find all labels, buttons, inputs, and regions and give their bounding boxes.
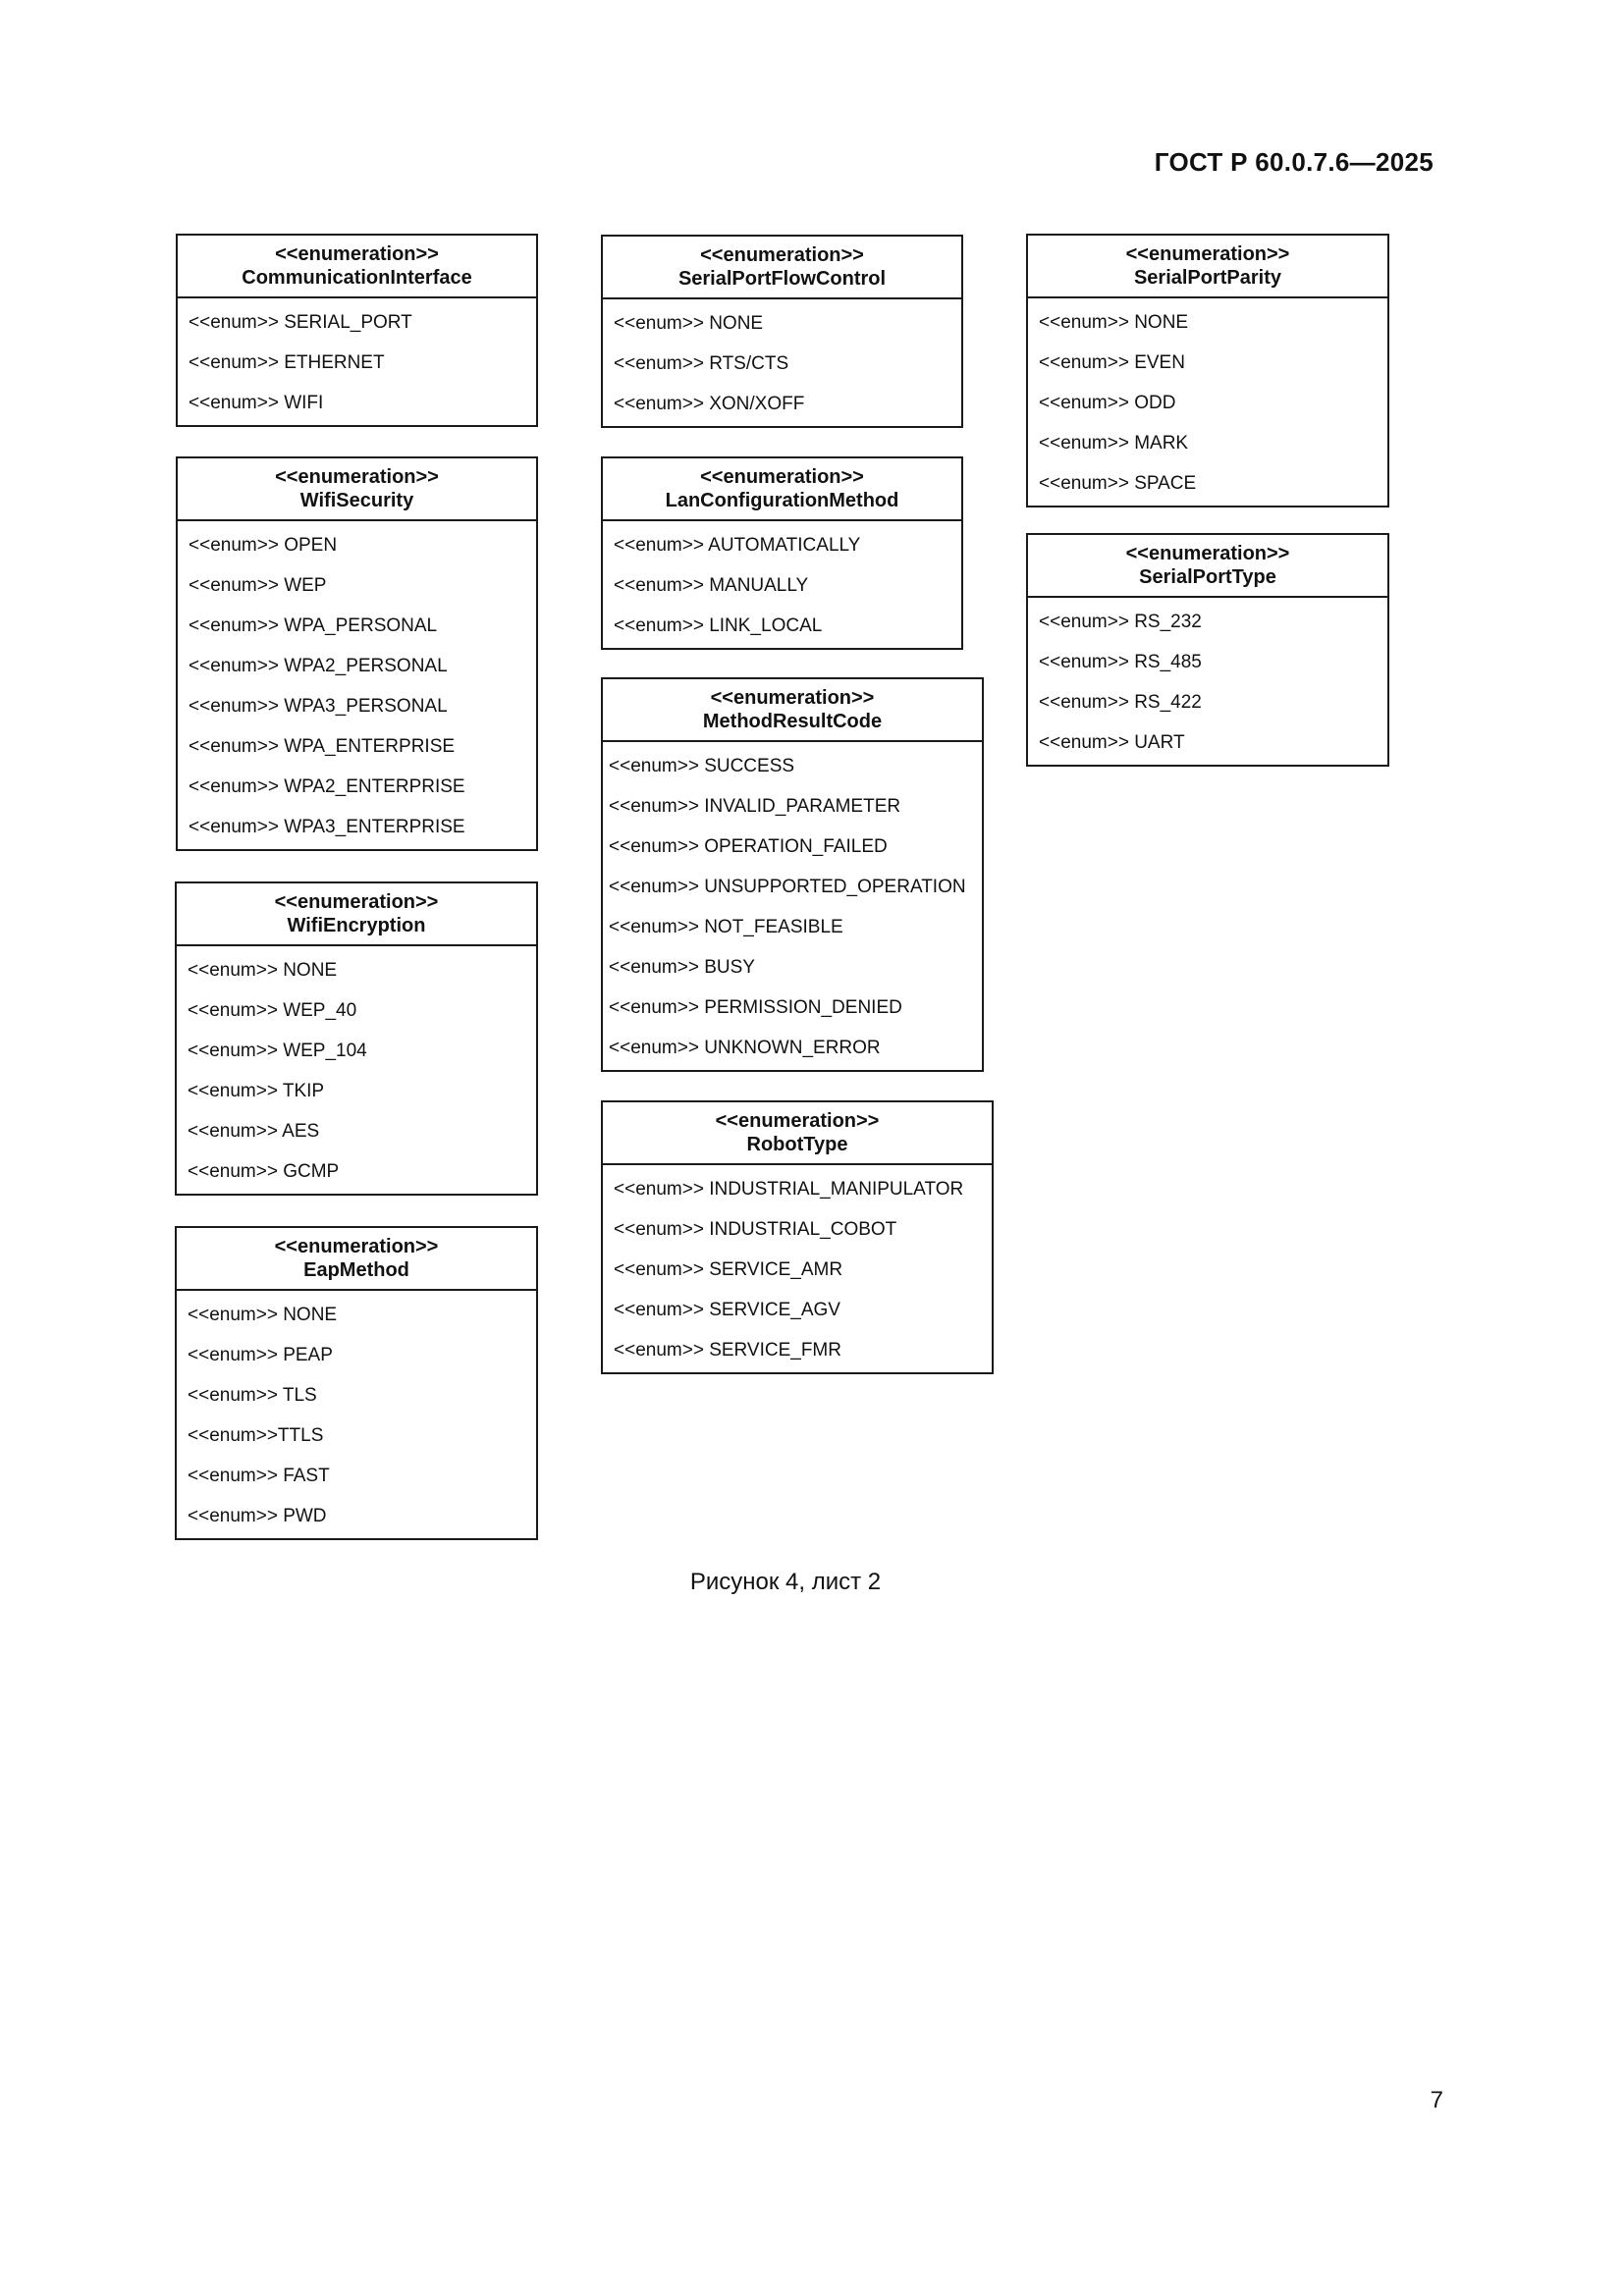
enum-item: <<enum>> WIFI [189,393,324,413]
enum-item: <<enum>> AUTOMATICALLY [614,535,861,556]
enum-stereotype: <<enumeration>> [274,1236,439,1257]
enum-name: CommunicationInterface [242,267,472,289]
enum-item: <<enum>> UNKNOWN_ERROR [609,1038,881,1058]
enum-item: <<enum>> SERVICE_FMR [614,1340,841,1361]
enum-items [178,298,536,425]
enum-item: <<enum>> PWD [188,1506,327,1526]
enum-item: <<enum>> WEP_40 [188,1000,357,1021]
enum-item: <<enum>>TTLS [188,1425,324,1446]
enum-name: WifiSecurity [299,490,414,511]
enum-item: <<enum>> WPA2_ENTERPRISE [189,776,465,797]
enum-item: <<enum>> WPA_PERSONAL [189,615,438,636]
enum-item: <<enum>> PEAP [188,1345,333,1365]
enum-item: <<enum>> FAST [188,1466,330,1486]
enum-item: <<enum>> INDUSTRIAL_COBOT [614,1219,897,1240]
enum-item: <<enum>> ETHERNET [189,352,385,373]
enum-item: <<enum>> LINK_LOCAL [614,615,823,636]
enum-items [1028,598,1387,765]
enum-item: <<enum>> SERIAL_PORT [189,312,412,333]
enum-item: <<enum>> XON/XOFF [614,394,805,414]
enum-items [177,946,536,1194]
enum-item: <<enum>> ODD [1039,393,1176,413]
enum-items [177,1291,536,1538]
enum-item: <<enum>> UART [1039,732,1185,753]
enum-item: <<enum>> OPERATION_FAILED [609,836,888,857]
enum-item: <<enum>> RS_485 [1039,652,1202,672]
enum-name: MethodResultCode [702,711,883,732]
enum-box-wifi-encryption [175,881,538,1196]
enum-box-header [603,237,961,299]
figure-caption: Рисунок 4, лист 2 [689,1569,882,1595]
enum-item: <<enum>> TKIP [188,1081,325,1101]
enum-item: <<enum>> AES [188,1121,320,1142]
enum-name: SerialPortParity [1133,267,1282,289]
enum-item: <<enum>> WEP_104 [188,1041,367,1061]
enum-item: <<enum>> INDUSTRIAL_MANIPULATOR [614,1179,964,1200]
enum-items [178,521,536,849]
enum-name: WifiEncryption [287,915,426,936]
enum-item: <<enum>> GCMP [188,1161,340,1182]
enum-item: <<enum>> PERMISSION_DENIED [609,997,902,1018]
enum-item: <<enum>> WPA_ENTERPRISE [189,736,456,757]
enum-box-lan-configuration-method [601,456,963,650]
enum-item: <<enum>> NOT_FEASIBLE [609,917,843,937]
enum-box-header [178,236,536,298]
enum-box-serial-port-type [1026,533,1389,767]
enum-item: <<enum>> SPACE [1039,473,1197,494]
enum-item: <<enum>> RTS/CTS [614,353,789,374]
enum-item: <<enum>> TLS [188,1385,317,1406]
enum-items [603,1165,992,1372]
enum-stereotype: <<enumeration>> [700,244,864,266]
enum-box-header [178,458,536,521]
enum-item: <<enum>> WEP [189,575,327,596]
enum-box-communication-interface [176,234,538,427]
enum-box-header [177,883,536,946]
enum-item: <<enum>> UNSUPPORTED_OPERATION [609,877,966,897]
enum-stereotype: <<enumeration>> [700,466,864,488]
enum-box-method-result-code [601,677,984,1072]
enum-box-header [1028,236,1387,298]
enum-item: <<enum>> RS_422 [1039,692,1202,713]
enum-item: <<enum>> SERVICE_AGV [614,1300,840,1320]
enum-box-serial-port-flow-control [601,235,963,428]
enum-item: <<enum>> NONE [614,313,764,334]
enum-item: <<enum>> RS_232 [1039,612,1202,632]
page-number: 7 [1430,2087,1443,2113]
enum-box-eap-method [175,1226,538,1540]
enum-box-robot-type [601,1100,994,1374]
enum-stereotype: <<enumeration>> [1125,243,1290,265]
enum-box-header [603,679,982,742]
enum-item: <<enum>> BUSY [609,957,755,978]
enum-name: SerialPortType [1139,566,1276,588]
enum-item: <<enum>> OPEN [189,535,338,556]
enum-item: <<enum>> SUCCESS [609,756,795,776]
enum-item: <<enum>> INVALID_PARAMETER [609,796,901,817]
enum-item: <<enum>> MARK [1039,433,1189,454]
enum-stereotype: <<enumeration>> [715,1110,880,1132]
enum-item: <<enum>> WPA3_ENTERPRISE [189,817,465,837]
enum-name: EapMethod [303,1259,409,1281]
enum-name: SerialPortFlowControl [677,268,887,290]
enum-box-header [1028,535,1387,598]
enum-stereotype: <<enumeration>> [710,687,875,709]
enum-items [603,299,961,426]
enum-item: <<enum>> MANUALLY [614,575,809,596]
enum-item: <<enum>> WPA2_PERSONAL [189,656,448,676]
enum-stereotype: <<enumeration>> [275,243,439,265]
enum-item: <<enum>> NONE [1039,312,1189,333]
enum-box-header [603,1102,992,1165]
enum-box-wifi-security [176,456,538,851]
enum-item: <<enum>> NONE [188,960,338,981]
enum-stereotype: <<enumeration>> [275,466,439,488]
enum-stereotype: <<enumeration>> [274,891,439,913]
document-header: ГОСТ Р 60.0.7.6—2025 [1154,147,1434,177]
enum-box-serial-port-parity [1026,234,1389,507]
enum-item: <<enum>> SERVICE_AMR [614,1259,843,1280]
enum-stereotype: <<enumeration>> [1125,543,1290,564]
enum-items [603,742,982,1070]
enum-items [603,521,961,648]
enum-box-header [603,458,961,521]
enum-item: <<enum>> WPA3_PERSONAL [189,696,448,717]
enum-name: RobotType [746,1134,848,1155]
enum-box-header [177,1228,536,1291]
enum-name: LanConfigurationMethod [665,490,899,511]
enum-items [1028,298,1387,506]
enum-item: <<enum>> EVEN [1039,352,1185,373]
enum-item: <<enum>> NONE [188,1305,338,1325]
